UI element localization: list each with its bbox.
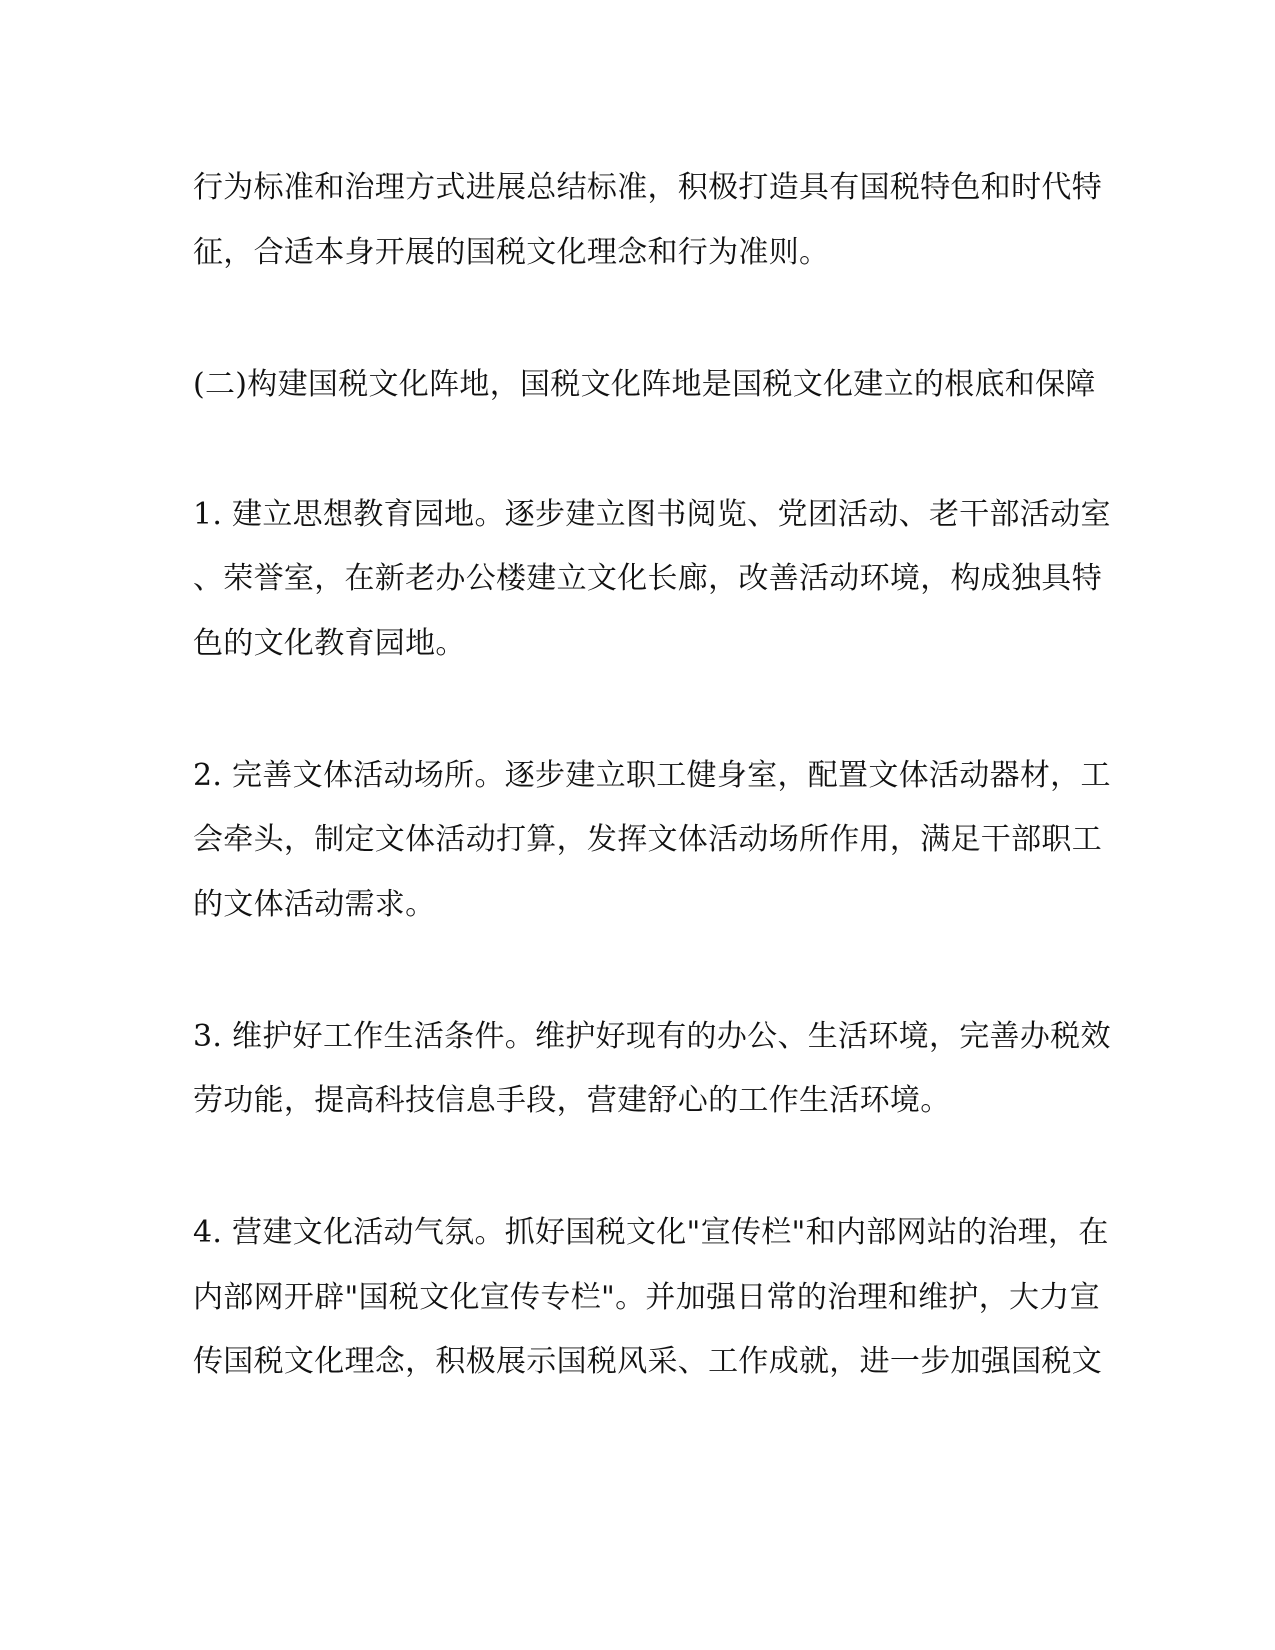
text-line: 的文体活动需求。 xyxy=(193,887,436,922)
section-heading-text: (二)构建国税文化阵地，国税文化阵地是国税文化建立的根底和保障 xyxy=(193,367,1096,402)
text-line: 色的文化教育园地。 xyxy=(193,626,466,661)
text-line: 4. 营建文化活动气氛。抓好国税文化"宣传栏"和内部网站的治理，在 xyxy=(193,1215,1109,1250)
text-line: 2. 完善文体活动场所。逐步建立职工健身室，配置文体活动器材，工 xyxy=(193,758,1111,793)
text-line: 1. 建立思想教育园地。逐步建立图书阅览、党团活动、老干部活动室 xyxy=(193,497,1111,532)
text-line: 行为标准和治理方式进展总结标准，积极打造具有国税特色和时代特 xyxy=(193,170,1102,205)
text-line: 会牵头，制定文体活动打算，发挥文体活动场所作用，满足干部职工 xyxy=(193,822,1102,857)
text-line: 3. 维护好工作生活条件。维护好现有的办公、生活环境，完善办税效 xyxy=(193,1019,1111,1054)
text-line: 征，合适本身开展的国税文化理念和行为准则。 xyxy=(193,235,830,270)
text-line: 、荣誉室，在新老办公楼建立文化长廊，改善活动环境，构成独具特 xyxy=(193,561,1102,596)
text-line: 内部网开辟"国税文化宣传专栏"。并加强日常的治理和维护，大力宣 xyxy=(193,1280,1100,1315)
text-line: 劳功能，提高科技信息手段，营建舒心的工作生活环境。 xyxy=(193,1083,951,1118)
text-line: 传国税文化理念，积极展示国税风采、工作成就，进一步加强国税文 xyxy=(193,1344,1102,1379)
